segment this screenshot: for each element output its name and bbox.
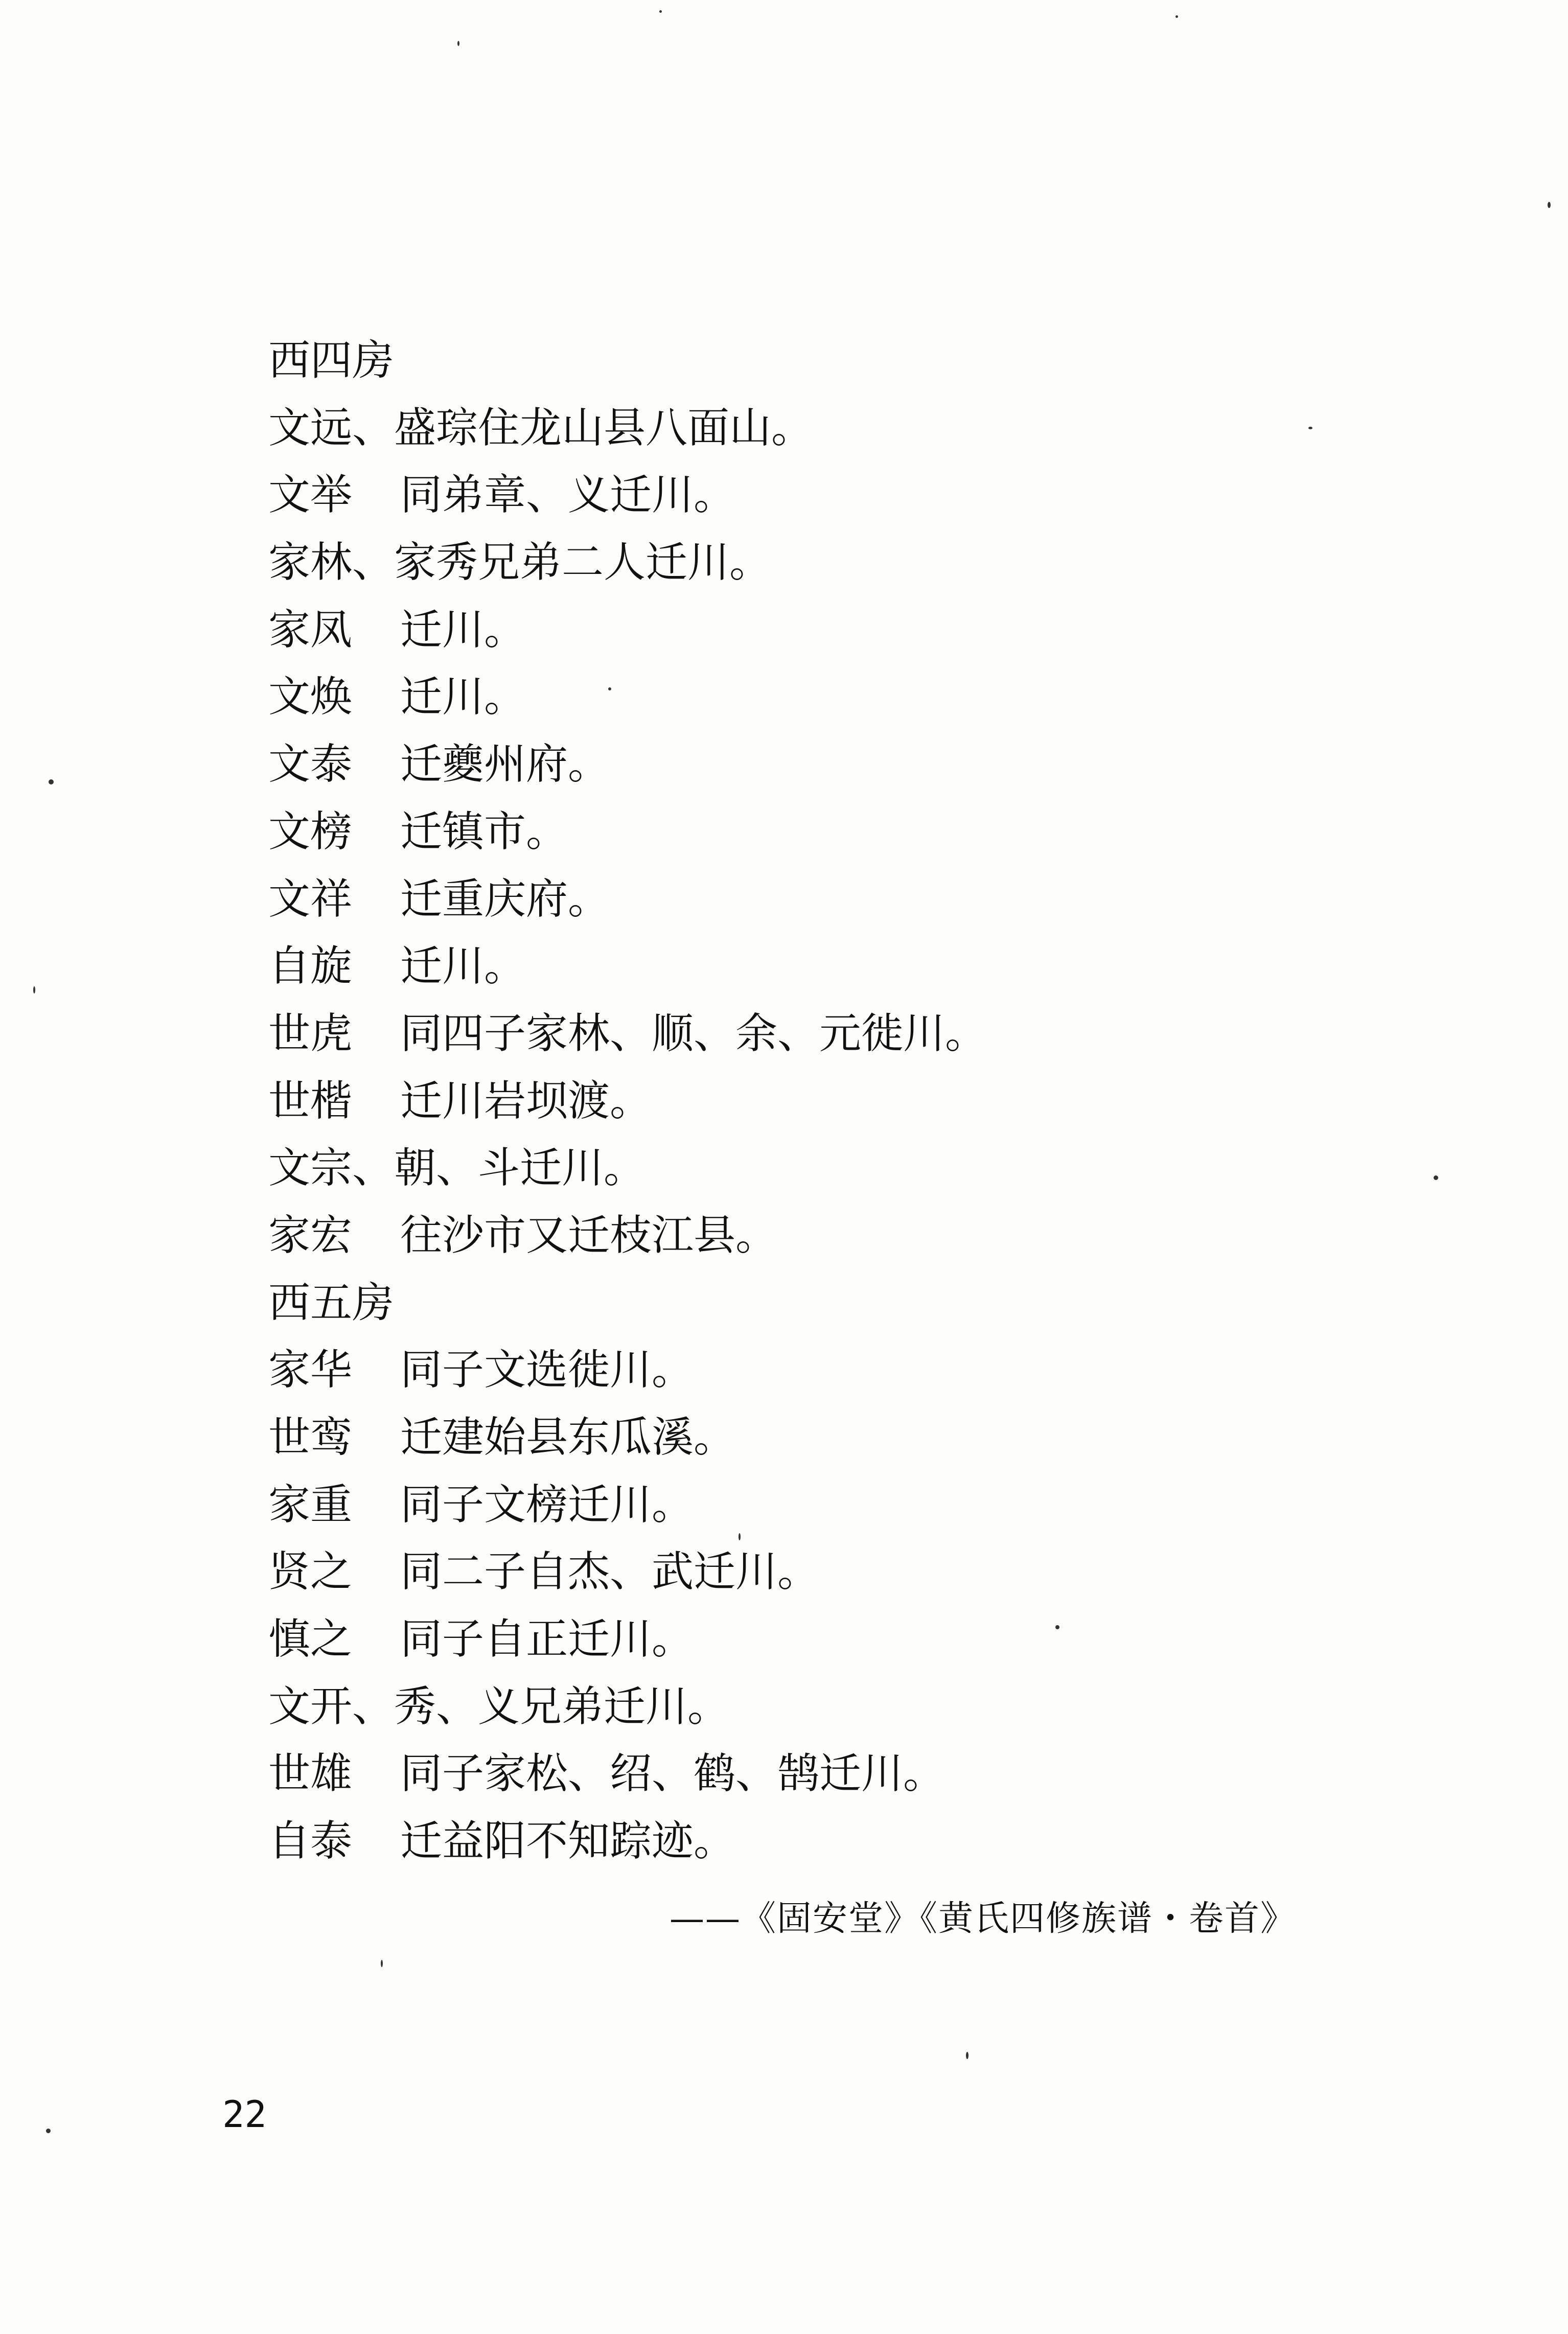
entry-line [268,1336,1393,1404]
entry-line: 文开、秀、义兄弟迁川。 [268,1682,730,1731]
entry-person-name: 家宏 [268,1211,353,1260]
entry-migration-note: 同子自正迁川。 [400,1615,694,1664]
entry-person-name: 世雄 [268,1749,353,1798]
entry-migration-note: 同子家松、绍、鹤、鹄迁川。 [400,1749,946,1798]
scan-speck [1308,427,1312,429]
entry-person-name: 文祥 [268,874,353,923]
entry-migration-note: 同二子自杰、武迁川。 [400,1547,820,1597]
entry-migration-note: 迁重庆府。 [400,874,610,923]
source-citation: ——《固安堂》《黄氏四修族谱・卷首》 [670,1899,1297,1939]
entry-migration-note: 同弟章、义迁川。 [400,471,736,520]
entry-line [268,1471,1393,1539]
entry-line [268,866,1393,933]
entry-line [268,663,1393,731]
scan-speck [739,1533,741,1540]
entry-migration-note: 迁益阳不知踪迹。 [400,1817,736,1866]
entry-line [268,1000,1393,1068]
entry-person-name: 自泰 [268,1817,353,1866]
entry-migration-note: 迁川岩坝渡。 [400,1076,652,1125]
entry-line: 文远、盛琮住龙山县八面山。 [268,403,814,452]
entry-migration-note: 同子文榜迁川。 [400,1480,694,1529]
entry-person-name: 慎之 [268,1615,353,1664]
scan-speck [1548,202,1551,208]
entry-person-name: 世鸾 [268,1413,353,1462]
scan-speck [49,779,54,784]
entry-line [268,1808,1393,1875]
entry-person-name: 文举 [268,471,353,520]
entry-migration-note: 迁建始县东瓜溪。 [400,1413,736,1462]
section-heading: 西四房 [268,336,395,385]
entry-line [268,1068,1393,1135]
entry-person-name: 文焕 [268,673,353,722]
entry-line [268,1740,1393,1808]
entry-line [268,731,1393,798]
entry-person-name: 贤之 [268,1547,353,1597]
entry-migration-note: 同子文选徙川。 [400,1346,694,1395]
entry-line [268,1538,1393,1606]
page-number: 22 [222,2093,267,2136]
entry-migration-note: 迁川。 [400,673,526,722]
section-heading: 西五房 [268,1278,395,1327]
entry-line [268,1606,1393,1673]
scan-speck [659,10,662,13]
entry-person-name: 世楷 [268,1076,353,1125]
entry-line [268,461,1393,529]
scan-speck [33,986,35,993]
scan-speck [966,2052,969,2059]
entry-line [268,596,1393,664]
scan-speck [1055,1625,1059,1629]
entry-line [268,1202,1393,1269]
entry-migration-note: 迁镇市。 [400,807,568,856]
entry-migration-note: 迁夔州府。 [400,740,610,789]
entry-person-name: 家凤 [268,605,353,654]
scan-speck [1175,15,1178,18]
entry-migration-note: 往沙市又迁枝江县。 [400,1211,778,1260]
scan-speck [457,41,459,46]
scan-speck [46,2129,51,2133]
scan-speck [381,1960,383,1967]
entry-line: 文宗、朝、斗迁川。 [268,1144,646,1193]
entry-person-name: 自旋 [268,942,353,991]
entry-person-name: 文榜 [268,807,353,856]
entry-person-name: 世虎 [268,1009,353,1058]
entry-person-name: 文泰 [268,740,353,789]
entry-person-name: 家重 [268,1480,353,1529]
scan-speck [608,687,611,690]
entry-migration-note: 同四子家林、顺、余、元徙川。 [400,1009,987,1058]
entry-person-name: 家华 [268,1346,353,1395]
entry-line [268,1404,1393,1471]
entry-line [268,798,1393,866]
genealogy-text-block [268,327,1393,1875]
entry-line: 家林、家秀兄弟二人迁川。 [268,538,772,587]
entry-migration-note: 迁川。 [400,942,526,991]
entry-migration-note: 迁川。 [400,605,526,654]
scan-speck [1434,1175,1438,1180]
entry-line [268,933,1393,1000]
